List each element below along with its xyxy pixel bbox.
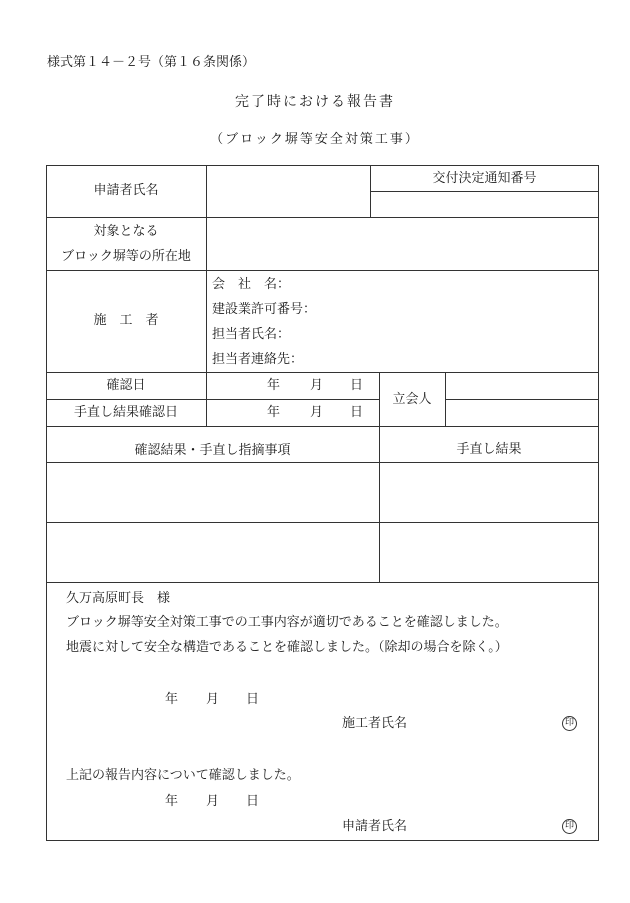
- correction-header: 手直し結果: [456, 442, 522, 457]
- findings-field-1[interactable]: [47, 463, 379, 522]
- contractor-date-year[interactable]: 年: [165, 692, 179, 707]
- declaration-line-2: 地震に対して安全な構造であることを確認しました。（除却の場合を除く。）: [66, 640, 508, 655]
- applicant-name-sign-label: 申請者氏名: [342, 819, 408, 834]
- applicant-confirm-text: 上記の報告内容について確認しました。: [66, 768, 300, 783]
- recheck-date-year[interactable]: 年: [267, 405, 281, 420]
- addressee: 久万高原町長 様: [66, 591, 171, 606]
- applicant-date-year[interactable]: 年: [165, 794, 179, 809]
- recheck-date-label: 手直し結果確認日: [73, 405, 178, 420]
- declaration-line-1: ブロック塀等安全対策工事での工事内容が適切であることを確認しました。: [66, 615, 508, 630]
- findings-field-2[interactable]: [47, 523, 379, 582]
- notice-number-label: 交付決定通知番号: [432, 171, 537, 186]
- location-field[interactable]: [207, 218, 599, 270]
- applicant-name-label: 申請者氏名: [93, 183, 159, 198]
- notice-number-field[interactable]: [371, 192, 599, 217]
- company-name-field[interactable]: 会 社 名：: [212, 277, 291, 292]
- confirm-date-year[interactable]: 年: [267, 378, 281, 393]
- contractor-date-day[interactable]: 日: [246, 692, 260, 707]
- contractor-label: 施 工 者: [93, 313, 159, 328]
- person-in-charge-field[interactable]: 担当者氏名：: [212, 327, 291, 342]
- correction-field-1[interactable]: [380, 463, 599, 522]
- recheck-date-month[interactable]: 月: [310, 405, 324, 420]
- witness-field-2[interactable]: [446, 400, 599, 426]
- correction-field-2[interactable]: [380, 523, 599, 582]
- applicant-date-day[interactable]: 日: [246, 794, 260, 809]
- contractor-name-label: 施工者氏名: [342, 716, 408, 731]
- row-divider: [46, 582, 599, 583]
- row-divider: [46, 426, 599, 427]
- location-label-line2: ブロック塀等の所在地: [61, 249, 191, 264]
- page-title: 完了時における報告書: [235, 94, 395, 110]
- applicant-seal-icon: 印: [562, 819, 577, 834]
- contractor-seal-icon: 印: [562, 716, 577, 731]
- applicant-name-field[interactable]: [206, 166, 370, 217]
- form-number: 様式第１４－２号（第１６条関係）: [47, 55, 256, 70]
- row-divider: [46, 399, 379, 400]
- findings-header: 確認結果・手直し指摘事項: [134, 443, 291, 458]
- license-number-field[interactable]: 建設業許可番号：: [212, 302, 317, 317]
- confirm-date-label: 確認日: [106, 378, 146, 393]
- witness-field-1[interactable]: [446, 373, 599, 399]
- row-divider: [46, 270, 599, 271]
- witness-label: 立会人: [392, 392, 432, 407]
- confirm-date-month[interactable]: 月: [310, 378, 324, 393]
- page-subtitle: （ブロック塀等安全対策工事）: [210, 132, 420, 147]
- contractor-date-month[interactable]: 月: [206, 692, 220, 707]
- contact-field[interactable]: 担当者連絡先：: [212, 352, 304, 367]
- recheck-date-day[interactable]: 日: [350, 405, 364, 420]
- location-label-line1: 対象となる: [93, 224, 159, 239]
- confirm-date-day[interactable]: 日: [350, 378, 364, 393]
- applicant-date-month[interactable]: 月: [206, 794, 220, 809]
